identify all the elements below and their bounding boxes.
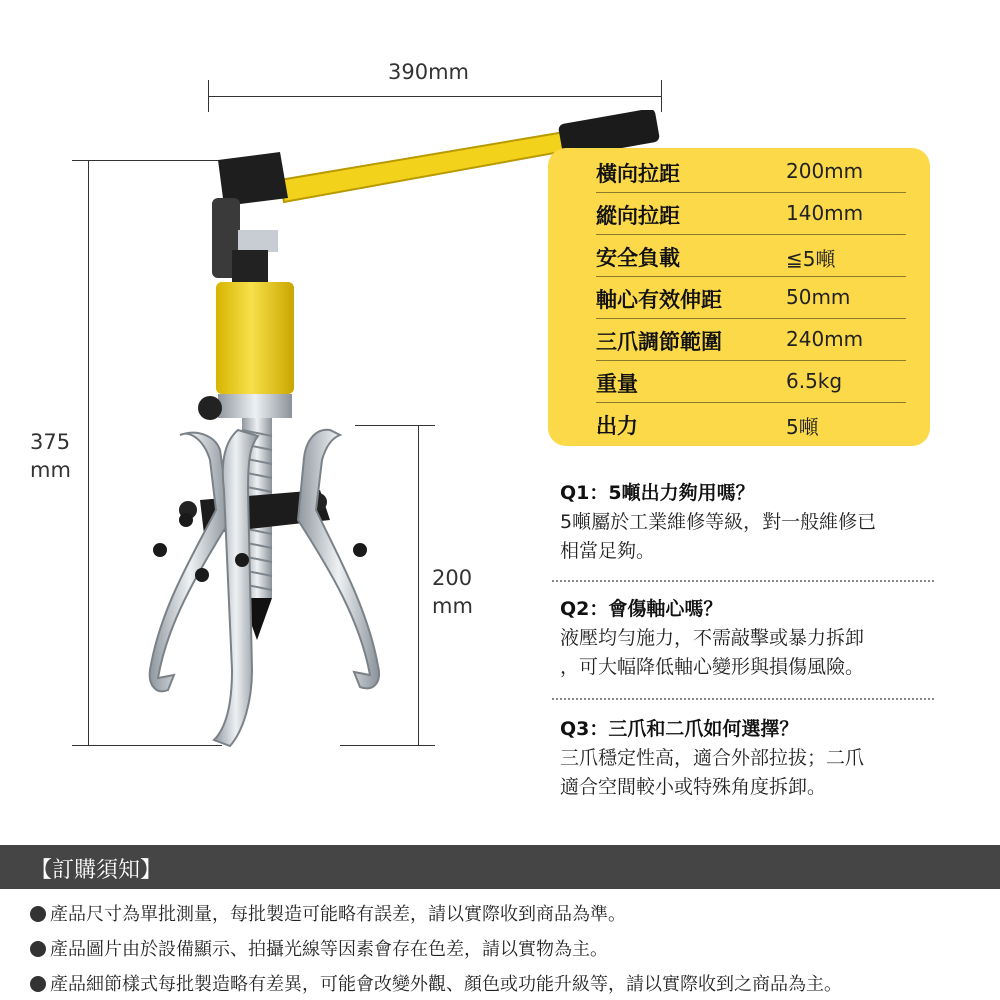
top-width-line (208, 96, 662, 97)
faq-answer-line: 5噸屬於工業維修等級，對一般維修已 (560, 511, 877, 533)
bullet-icon (30, 976, 46, 992)
faq-divider (552, 580, 934, 582)
notice-item (30, 970, 842, 996)
faq-item-1 (560, 478, 930, 566)
faq-item-2 (560, 594, 930, 682)
spec-value: 5噸 (786, 415, 819, 439)
notice-header-bar (0, 845, 1000, 889)
spec-label: 出力 (596, 414, 638, 438)
spec-value: ≦5噸 (786, 247, 836, 271)
spec-row (596, 402, 906, 444)
faq-answer-line: 液壓均勻施力，不需敲擊或暴力拆卸 (560, 627, 865, 649)
top-width-label: 390mm (388, 60, 469, 84)
hydraulic-cylinder (198, 282, 294, 420)
notice-title: 【訂購須知】 (30, 858, 163, 883)
spec-value: 140mm (786, 201, 864, 225)
spec-row (596, 150, 906, 193)
spec-label: 三爪調節範圍 (596, 330, 722, 354)
spec-label: 安全負載 (596, 246, 680, 270)
left-height-line (88, 160, 89, 745)
spec-label: 軸心有效伸距 (596, 288, 722, 312)
top-width-tick-right (661, 80, 662, 112)
left-height-unit: mm (30, 458, 71, 482)
notice-item (30, 935, 608, 961)
spec-row (596, 192, 906, 235)
spec-value: 240mm (786, 327, 864, 351)
spec-row (596, 360, 906, 403)
faq-answer-line: 適合空間較小或特殊角度拆卸。 (560, 776, 827, 798)
spec-value: 6.5kg (786, 369, 843, 393)
pump-head (212, 152, 288, 288)
spec-value: 50mm (786, 285, 851, 309)
faq-question: Q3：三爪和二爪如何選擇？ (560, 718, 799, 740)
left-height-number: 375 (30, 430, 71, 454)
bullet-icon (30, 906, 46, 922)
faq-question: Q2：會傷軸心嗎？ (560, 598, 723, 620)
notice-text: 產品圖片由於設備顯示、拍攝光線等因素會存在色差，請以實物為主。 (50, 939, 608, 960)
spec-row (596, 234, 906, 277)
top-width-tick-left (208, 80, 209, 112)
spec-label: 縱向拉距 (596, 204, 680, 228)
notice-item (30, 900, 626, 926)
spec-label: 橫向拉距 (596, 162, 680, 186)
faq-item-3 (560, 714, 930, 802)
bullet-icon (30, 941, 46, 957)
spec-row (596, 276, 906, 319)
notice-text: 產品細節樣式每批製造略有差異，可能會改變外觀、顏色或功能升級等，請以實際收到之商品為主。 (50, 974, 842, 995)
faq-answer-line: 三爪穩定性高，適合外部拉拔；二爪 (560, 747, 865, 769)
spec-row (596, 318, 906, 361)
spec-value: 200mm (786, 159, 864, 183)
faq-answer-line: 相當足夠。 (560, 540, 656, 562)
right-height-number: 200 (432, 566, 473, 590)
faq-answer-line: ，可大幅降低軸心變形與損傷風險。 (560, 656, 865, 678)
faq-divider (552, 698, 934, 700)
left-height-label (30, 428, 71, 484)
faq-question: Q1：5噸出力夠用嗎？ (560, 482, 755, 504)
right-height-unit: mm (432, 594, 473, 618)
spec-label: 重量 (596, 372, 638, 396)
notice-text: 產品尺寸為單批測量，每批製造可能略有誤差，請以實際收到商品為準。 (50, 904, 626, 925)
